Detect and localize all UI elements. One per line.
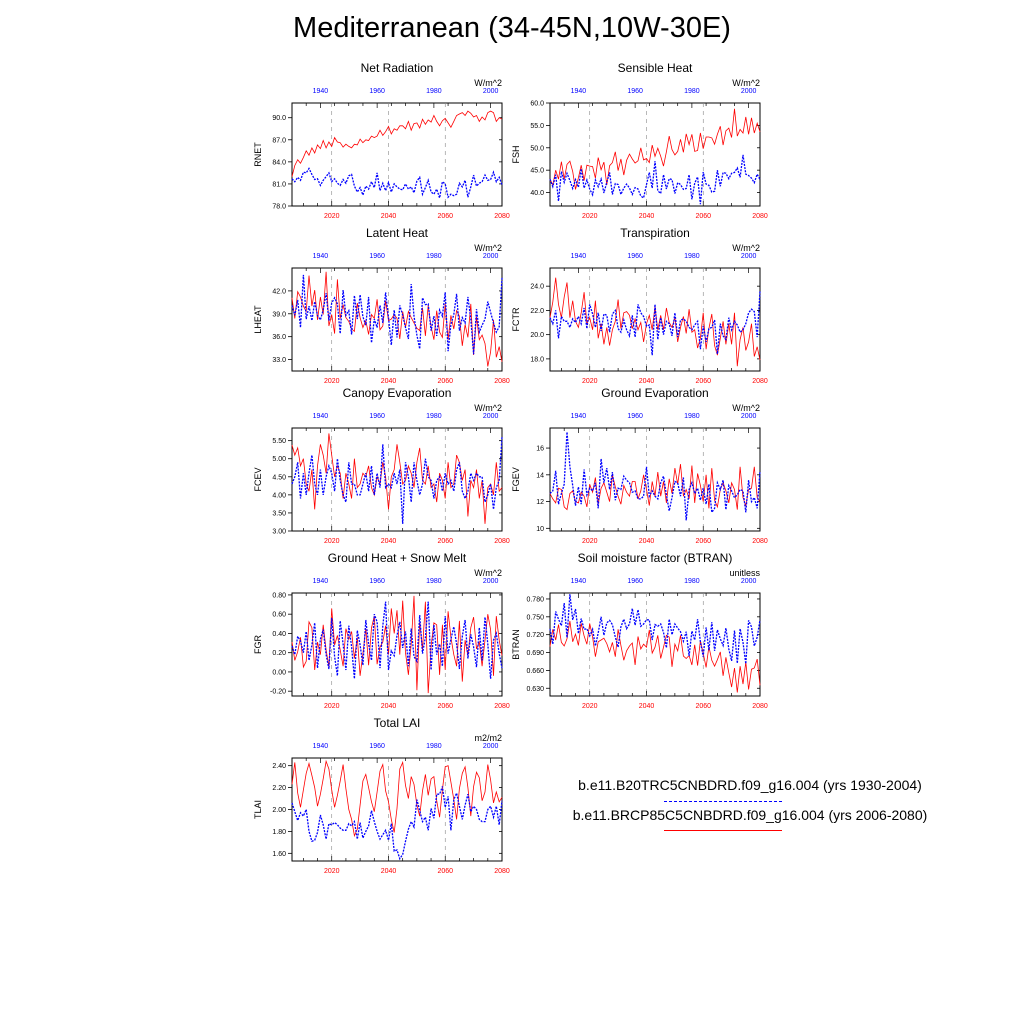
- x-tick-label-top: 1960: [369, 743, 385, 750]
- x-tick-label-top: 1980: [684, 578, 700, 585]
- panel-title: Latent Heat: [365, 226, 429, 240]
- y-tick-label: 55.0: [530, 122, 544, 130]
- x-tick-label-bottom: 2060: [695, 213, 712, 220]
- y-tick-label: 0.20: [272, 650, 286, 658]
- x-tick-label-top: 1940: [312, 578, 329, 585]
- plot-frame: [550, 428, 760, 531]
- series-line-historical: [292, 169, 502, 198]
- x-tick-label-top: 1980: [426, 253, 442, 260]
- x-tick-label-bottom: 2080: [494, 868, 510, 875]
- y-tick-label: 40.0: [530, 190, 544, 198]
- x-tick-label-top: 1940: [312, 743, 329, 750]
- x-tick-label-top: 1980: [684, 413, 700, 420]
- y-tick-label: 0.750: [526, 614, 544, 622]
- x-tick-label-bottom: 2060: [695, 703, 712, 710]
- x-tick-label-bottom: 2040: [638, 213, 655, 220]
- y-tick-label: 3.00: [272, 528, 286, 536]
- y-tick-label: 36.0: [272, 334, 286, 342]
- legend-label-rcp85: b.e11.BRCP85C5CNBDRD.f09_g16.004 (yrs 2006-2080): [572, 807, 928, 823]
- x-tick-label-bottom: 2060: [695, 378, 712, 385]
- x-tick-label-top: 1960: [369, 253, 385, 260]
- x-tick-label-top: 1940: [570, 578, 587, 585]
- x-tick-label-bottom: 2020: [581, 213, 598, 220]
- x-tick-label-top: 2000: [740, 88, 757, 95]
- x-tick-label-top: 1980: [426, 413, 442, 420]
- page-title: Mediterranean (34-45N,10W-30E): [293, 12, 731, 44]
- y-axis-label: LHEAT: [253, 305, 263, 334]
- y-axis-label: TLAI: [253, 799, 263, 820]
- panel-units: W/m^2: [732, 78, 760, 88]
- y-tick-label: 33.0: [272, 357, 286, 365]
- x-tick-label-bottom: 2060: [437, 378, 454, 385]
- x-tick-label-top: 2000: [740, 413, 757, 420]
- x-tick-label-bottom: 2040: [380, 868, 397, 875]
- x-tick-label-top: 1940: [570, 413, 587, 420]
- y-axis-label: FGEV: [511, 467, 521, 492]
- y-tick-label: 5.50: [272, 438, 286, 446]
- y-tick-label: 0.780: [526, 596, 544, 604]
- y-tick-label: 2.20: [272, 785, 286, 793]
- x-tick-label-bottom: 2040: [380, 538, 397, 545]
- x-tick-label-bottom: 2040: [380, 703, 397, 710]
- y-tick-label: 39.0: [272, 311, 286, 319]
- panel-title: Soil moisture factor (BTRAN): [577, 551, 733, 565]
- y-tick-label: -0.20: [270, 688, 286, 696]
- series-line-historical: [550, 594, 760, 664]
- series-line-historical: [550, 155, 760, 204]
- legend-swatch-rcp85: [664, 830, 782, 831]
- y-tick-label: 24.0: [530, 283, 544, 291]
- y-tick-label: 16: [536, 445, 544, 453]
- x-tick-label-bottom: 2080: [494, 538, 510, 545]
- plot-frame: [550, 103, 760, 206]
- panel-units: m2/m2: [474, 733, 502, 743]
- panel-title: Sensible Heat: [617, 61, 693, 75]
- y-axis-label: FGR: [253, 635, 263, 654]
- x-tick-label-bottom: 2080: [494, 378, 510, 385]
- series-line-rcp85: [292, 111, 502, 177]
- x-tick-label-top: 1960: [369, 88, 385, 95]
- y-tick-label: 14: [536, 472, 544, 480]
- panel-title: Transpiration: [620, 226, 690, 240]
- panel-units: W/m^2: [474, 243, 502, 253]
- x-tick-label-bottom: 2040: [638, 538, 655, 545]
- x-tick-label-top: 1980: [426, 743, 442, 750]
- panel-title: Ground Evaporation: [601, 386, 709, 400]
- y-axis-label: BTRAN: [511, 629, 521, 660]
- y-tick-label: 0.40: [272, 630, 286, 638]
- x-tick-label-bottom: 2080: [494, 703, 510, 710]
- x-tick-label-top: 1940: [312, 253, 329, 260]
- x-tick-label-bottom: 2060: [437, 868, 454, 875]
- x-tick-label-bottom: 2040: [380, 378, 397, 385]
- x-tick-label-top: 2000: [482, 88, 499, 95]
- panel-units: W/m^2: [474, 568, 502, 578]
- panel-title: Net Radiation: [360, 61, 434, 75]
- y-tick-label: 0.690: [526, 650, 544, 658]
- panel-units: W/m^2: [732, 243, 760, 253]
- plot-frame: [292, 593, 502, 696]
- x-tick-label-bottom: 2040: [638, 703, 655, 710]
- series-line-rcp85: [550, 621, 760, 692]
- x-tick-label-bottom: 2040: [638, 378, 655, 385]
- y-tick-label: 0.60: [272, 611, 286, 619]
- x-tick-label-bottom: 2060: [695, 538, 712, 545]
- x-tick-label-top: 2000: [482, 743, 499, 750]
- plot-frame: [292, 103, 502, 206]
- x-tick-label-bottom: 2040: [380, 213, 397, 220]
- y-axis-label: FCTR: [511, 307, 521, 332]
- x-tick-label-bottom: 2080: [494, 213, 510, 220]
- y-tick-label: 1.80: [272, 828, 286, 836]
- x-tick-label-bottom: 2080: [752, 378, 768, 385]
- x-tick-label-top: 1980: [684, 253, 700, 260]
- panel-title: Canopy Evaporation: [342, 386, 452, 400]
- x-tick-label-top: 1940: [570, 253, 587, 260]
- x-tick-label-top: 1980: [684, 88, 700, 95]
- panel-units: W/m^2: [474, 403, 502, 413]
- y-tick-label: 2.40: [272, 763, 286, 771]
- x-tick-label-top: 2000: [482, 578, 499, 585]
- x-tick-label-top: 1960: [627, 413, 643, 420]
- legend-swatch-historical: [664, 801, 782, 802]
- x-tick-label-bottom: 2080: [752, 703, 768, 710]
- plot-frame: [550, 268, 760, 371]
- y-axis-label: FSH: [511, 145, 521, 164]
- x-tick-label-bottom: 2020: [323, 703, 340, 710]
- y-tick-label: 2.00: [272, 807, 286, 814]
- y-tick-label: 20.0: [530, 332, 544, 340]
- x-tick-label-top: 2000: [740, 578, 757, 585]
- y-tick-label: 0.80: [272, 592, 286, 600]
- x-tick-label-bottom: 2020: [323, 538, 340, 545]
- series-line-historical: [550, 291, 760, 355]
- y-tick-label: 84.0: [272, 159, 286, 167]
- x-tick-label-bottom: 2020: [323, 378, 340, 385]
- x-tick-label-bottom: 2080: [752, 213, 768, 220]
- x-tick-label-bottom: 2020: [323, 868, 340, 875]
- x-tick-label-top: 1960: [369, 413, 385, 420]
- y-tick-label: 5.00: [272, 456, 286, 464]
- x-tick-label-bottom: 2060: [437, 538, 454, 545]
- series-line-rcp85: [292, 596, 502, 693]
- x-tick-label-bottom: 2020: [581, 378, 598, 385]
- y-tick-label: 1.60: [272, 850, 286, 858]
- y-axis-label: RNET: [253, 142, 263, 167]
- y-tick-label: 87.0: [272, 137, 286, 145]
- y-tick-label: 4.00: [272, 492, 286, 500]
- series-line-historical: [550, 432, 760, 520]
- panel-units: W/m^2: [474, 78, 502, 88]
- panel-units: unitless: [729, 568, 760, 578]
- panel-title: Ground Heat + Snow Melt: [327, 551, 467, 565]
- x-tick-label-bottom: 2060: [437, 213, 454, 220]
- x-tick-label-bottom: 2080: [752, 538, 768, 545]
- x-tick-label-top: 1960: [627, 253, 643, 260]
- y-tick-label: 3.50: [272, 510, 286, 518]
- y-tick-label: 18.0: [530, 356, 544, 364]
- x-tick-label-top: 1940: [312, 413, 329, 420]
- x-tick-label-bottom: 2020: [581, 538, 598, 545]
- x-tick-label-top: 1960: [627, 88, 643, 95]
- x-tick-label-bottom: 2020: [323, 213, 340, 220]
- x-tick-label-top: 1980: [426, 578, 442, 585]
- legend-label-historical: b.e11.B20TRC5CNBDRD.f09_g16.004 (yrs 1930-2004): [578, 777, 922, 793]
- y-tick-label: 50.0: [530, 145, 544, 153]
- x-tick-label-bottom: 2060: [437, 703, 454, 710]
- series-line-historical: [292, 275, 502, 354]
- y-axis-label: FCEV: [253, 467, 263, 492]
- x-tick-label-top: 1960: [627, 578, 643, 585]
- plot-frame: [292, 428, 502, 531]
- x-tick-label-top: 1940: [570, 88, 587, 95]
- y-tick-label: 0.660: [526, 667, 544, 675]
- x-tick-label-top: 2000: [482, 413, 499, 420]
- x-tick-label-bottom: 2020: [581, 703, 598, 710]
- x-tick-label-top: 1940: [312, 88, 329, 95]
- panel-title: Total LAI: [373, 716, 421, 730]
- x-tick-label-top: 1980: [426, 88, 442, 95]
- y-tick-label: 78.0: [272, 203, 286, 211]
- y-tick-label: 4.50: [272, 474, 286, 482]
- y-tick-label: 60.0: [530, 100, 544, 108]
- plot-frame: [550, 593, 760, 696]
- panel-units: W/m^2: [732, 403, 760, 413]
- y-tick-label: 0.630: [526, 685, 544, 693]
- y-tick-label: 90.0: [272, 115, 286, 123]
- x-tick-label-top: 2000: [482, 253, 499, 260]
- y-tick-label: 22.0: [530, 307, 544, 315]
- y-tick-label: 10: [536, 525, 544, 533]
- x-tick-label-top: 1960: [369, 578, 385, 585]
- y-tick-label: 0.720: [526, 632, 544, 640]
- y-tick-label: 42.0: [272, 288, 286, 296]
- x-tick-label-top: 2000: [740, 253, 757, 260]
- y-tick-label: 12: [536, 499, 544, 507]
- y-tick-label: 45.0: [530, 167, 544, 175]
- y-tick-label: 81.0: [272, 181, 286, 189]
- y-tick-label: 0.00: [272, 669, 286, 677]
- series-line-historical: [292, 787, 502, 859]
